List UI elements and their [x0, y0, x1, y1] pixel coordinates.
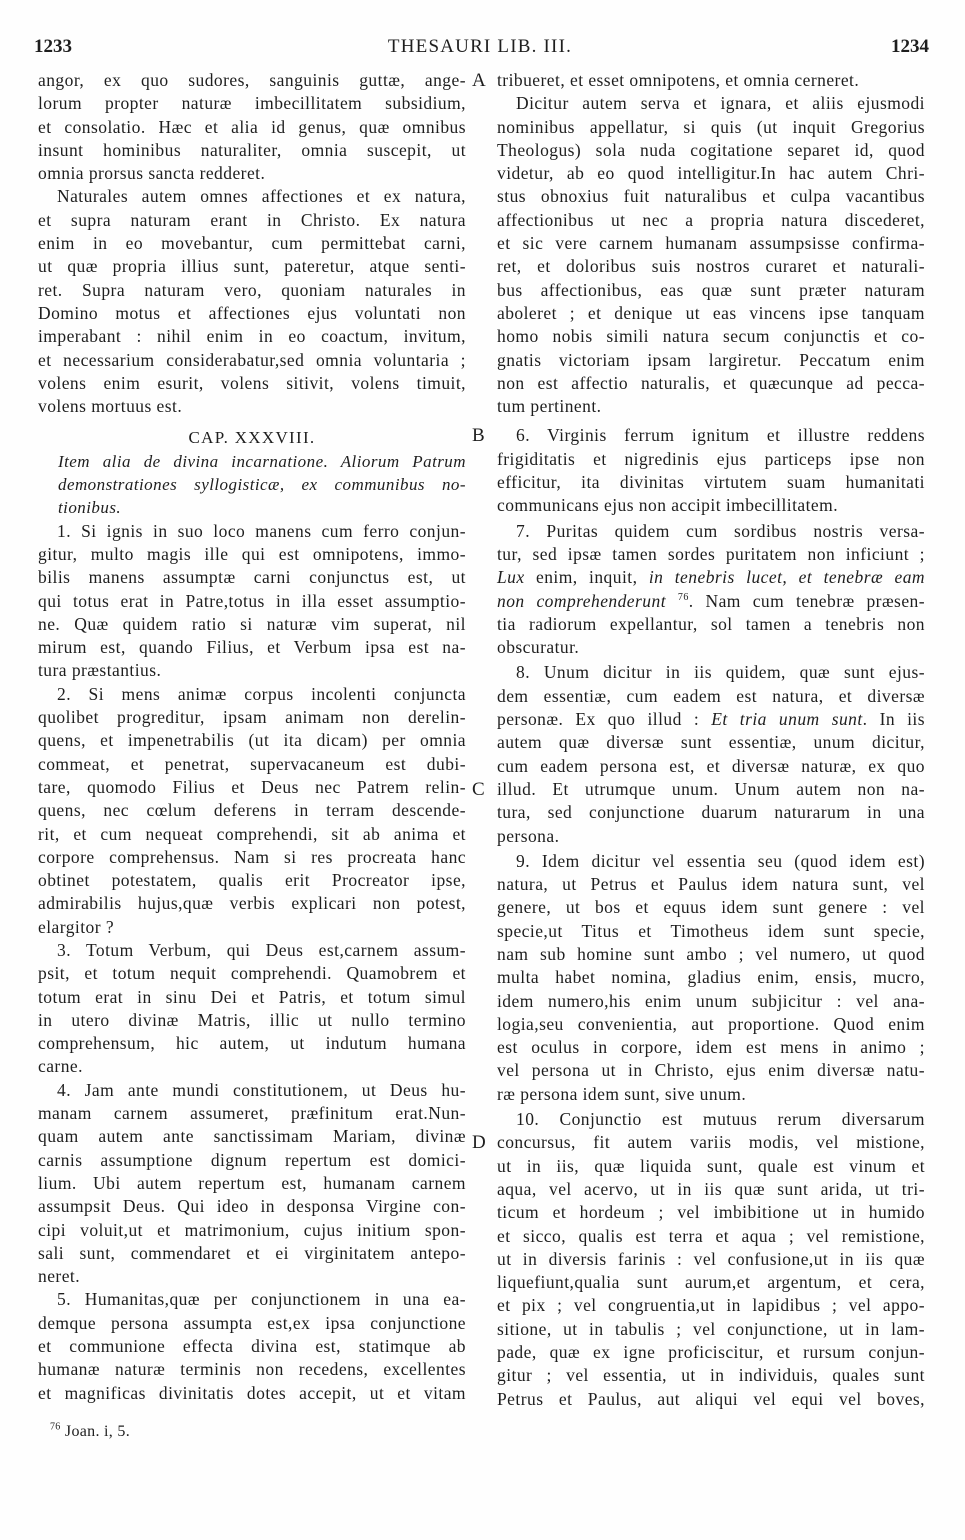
text-line: et consolatio. Hæc et alia id genus, quæ omnibus [38, 116, 466, 137]
text-line: idem numero,his enim unum subjicitur : vel ana- [497, 990, 925, 1011]
italic-text: in tenebris lucet, et tenebræ eam [648, 567, 926, 588]
line-text: 6. Virginis ferrum ignitum et illustre reddens [516, 425, 925, 446]
text-line: liquefiunt,qualia sunt aurum,et argentum, et cera, [497, 1272, 925, 1293]
footnote [50, 1421, 130, 1443]
text-line: tare, quomodo Filius et Deus nec Patrem relin- [38, 776, 466, 797]
text-line: obtinet potestatem, qualis erit Procreator ipse, [38, 870, 466, 891]
text-line: quens, et impenetrabilis (ut ita dicam) per omnia [38, 730, 466, 751]
text-line: 4. Jam ante mundi constitutionem, ut Deus hu- [57, 1079, 466, 1100]
text-line: bilis manens assumptæ carni conjunctus est, ut [38, 567, 466, 588]
text-line: cipi voluit,ut et matrimonium, cujus initium spon- [38, 1219, 466, 1240]
text-line: carnis assumptione dignum repertum est domici- [38, 1149, 466, 1170]
text-line: ut in diversis farinis : vel confusione,ut in iis quæ [497, 1248, 925, 1269]
paragraph [38, 520, 466, 683]
paragraph [38, 69, 466, 185]
text-line [497, 708, 925, 731]
text-line: mirum est, quando Filius, et Verbum ipsa est na- [38, 637, 466, 658]
text-line: et sicco, qualis est terra et aqua ; vel remistione, [497, 1225, 925, 1246]
text-line: 8. Unum dicitur in iis quidem, quæ sunt ejus- [516, 662, 925, 683]
margin-letter: D [472, 1132, 486, 1154]
text-line: et pix ; vel congruentia,ut in lapidibus ; vel appo- [497, 1295, 925, 1316]
paragraph [472, 69, 925, 92]
text-line: 1. Si ignis in suo loco manens cum ferro conjun- [57, 520, 466, 541]
line-text: concursus, fit autem variis modis, vel mistione, [497, 1132, 925, 1153]
text-line: ut in iis, quæ liquida sunt, quale est vinum et [497, 1155, 925, 1176]
margin-letter: C [472, 778, 485, 800]
text-line: lorum propter naturæ imbecillitatem subsidium, [38, 93, 466, 114]
text-line: nam sub homine sunt ambo ; vel numero, ut quod [497, 943, 925, 964]
text-column-right [472, 69, 926, 1411]
text-line: communicans ejus non accipit imbecillitatem. [497, 495, 839, 516]
chapter-summary [38, 450, 466, 520]
text-line: demonstrationes syllogisticæ, ex communibus no- [58, 475, 466, 495]
column-number-left: 1233 [34, 36, 72, 57]
text-line: gitur, multo magis ille qui est omnipotens, immo- [38, 543, 466, 564]
text-column-left [38, 69, 466, 1405]
italic-text: Et tria unum sunt [711, 709, 863, 730]
text-line: quolibet progreditur, ipsam animam non derelin- [38, 707, 466, 728]
text-line: tur, sed ipsæ tamen sordes puritatem non inficiunt ; [497, 543, 925, 564]
text-line: 2. Si mens animæ corpus incolenti conjuncta [57, 683, 466, 704]
line-text [666, 591, 678, 611]
text-line: elargitor ? [38, 916, 115, 937]
text-line: psit, et totum nequit comprehendi. Quamobrem et [38, 963, 466, 984]
text-line: tura, sed conjunctione duarum naturarum in una [497, 802, 925, 823]
text-line: demque persona assumpta est,ex ipsa conjunctione [38, 1312, 466, 1333]
paragraph [497, 850, 925, 1106]
paragraph [497, 92, 925, 418]
text-line: frigiditatis et nigredinis ejus particeps ipse non [497, 448, 925, 469]
text-line: affectionibus ut nec a propria natura discederet, [497, 209, 925, 230]
footnote-reference: 76 [677, 591, 689, 603]
paragraph [472, 424, 925, 517]
text-line: Domino motus et affectiones ejus voluntati non [38, 302, 466, 323]
text-line: et necessarium considerabatur,sed omnia voluntaria ; [38, 349, 466, 370]
text-line: Item alia de divina incarnatione. Aliorum Patrum [58, 451, 466, 471]
text-line: autem quæ diversæ sunt essentiæ, unum dicitur, [497, 732, 925, 753]
italic-text: non comprehenderunt [497, 590, 667, 611]
text-line: logia,seu convenientia, aut proportione. Quod enim [497, 1013, 925, 1034]
text-line: manam carnem assumeret, præfinitum erat.Nun- [38, 1103, 466, 1124]
text-line: volens mortuus est. [38, 396, 183, 417]
text-line: Dicitur autem serva et ignara, et aliis ejusmodi [516, 93, 925, 114]
paragraph [38, 683, 466, 939]
text-line [472, 69, 925, 92]
text-line: tum pertinent. [497, 396, 602, 417]
text-line: 10. Conjunctio est mutuus rerum diversarum [516, 1109, 925, 1130]
text-line: lium. Ubi autem repertum est, humanam carnem [38, 1172, 466, 1193]
paragraph [472, 1108, 925, 1411]
text-line: tionibus. [58, 498, 122, 518]
text-line: insunt hominibus naturaliter, omnia suscepit, ut [38, 139, 466, 160]
text-line [472, 424, 925, 447]
text-line: efficitur, ita divinitas virtutem suam humanitati [497, 472, 925, 493]
line-text: personæ. Ex quo illud : [497, 709, 712, 730]
text-line: natura, ut Petrus et Paulus idem natura sunt, vel [497, 874, 925, 895]
text-line: ticum et hordeum ; vel imbibitione ut in humido [497, 1202, 925, 1223]
text-line: ne. Quæ quidem ratio si naturæ vim superat, nil [38, 613, 466, 634]
text-line: comprehensum, hic autem, ut indutum humana [38, 1033, 466, 1054]
text-line: Petrus et Paulus, aut aliqui vel equi vel boves, [497, 1388, 925, 1409]
text-line: imperabant : nihil enim in eo coactum, invitum, [38, 326, 466, 347]
text-line: bus affectionibus, eas quæ sunt præter naturam [497, 279, 925, 300]
text-line: pade, quæ ex igne proficiscitur, et rursum conjun- [497, 1342, 925, 1363]
text-line [497, 566, 925, 589]
text-line: 7. Puritas quidem cum sordibus nostris versa- [516, 520, 925, 541]
line-text: . In iis [862, 709, 926, 730]
text-line: totum erat in sinu Dei et Patris, et totum simul [38, 986, 466, 1007]
text-line: 9. Idem dicitur vel essentia seu (quod idem est) [516, 850, 925, 871]
line-text: illud. Et utrumque unum. Unum autem non na- [497, 778, 925, 799]
text-line: homo nobis simili natura secum conjunctis et co- [497, 326, 925, 347]
text-line: carne. [38, 1056, 83, 1077]
text-line: sali sunt, commendaret et ei virginitatem antepo- [38, 1242, 466, 1263]
text-line: aboleret ; et denique ut eas vincens ipse tanquam [497, 302, 925, 323]
margin-letter: A [472, 70, 486, 91]
paragraph [472, 661, 926, 847]
text-line: et communione effecta divina est, statimque ab [38, 1336, 466, 1357]
text-line: enim in eo movebantur, cum permittebat carni, [38, 233, 466, 254]
text-line: assumpsit Deus. Qui ideo in desponsa Virgine con- [38, 1196, 466, 1217]
footnote-marker: 76 [50, 1421, 61, 1433]
italic-text: Lux [497, 567, 525, 588]
text-line: nominibus appellatur, si quis (ut inquit Gregorius [497, 116, 925, 137]
text-line: genere, ut bos et equus idem sunt genere : vel [497, 897, 925, 918]
margin-letter: B [472, 425, 485, 447]
text-line: et supra naturam erant in Christo. Ex natura [38, 209, 466, 230]
text-line: volens enim esurit, volens sitivit, volens timuit, [38, 372, 466, 393]
text-line: sitione, ut in tabulis ; vel conjunctione, ut in lam- [497, 1318, 925, 1339]
text-line: cum eadem persona est, et diversæ naturæ, ex quo [497, 755, 925, 776]
line-text: tribueret, et esset omnipotens, et omnia cerneret. [497, 70, 860, 90]
running-title: THESAURI LIB. III. [387, 36, 573, 57]
text-line: persona. [497, 825, 560, 846]
text-line [472, 1131, 925, 1154]
text-line: dem essentiæ, cum eadem est natura, et diversæ [497, 685, 925, 706]
text-line: quam autem ante sanctissimam Mariam, divinæ [38, 1126, 466, 1147]
text-line: et magnificas divinitatis dotes accepit, ut et vitam [38, 1382, 466, 1403]
text-line: ret, et doloribus suis nostros curaret et naturali- [497, 256, 925, 277]
text-line: commeat, et penetrat, supervacaneum est dubi- [38, 753, 466, 774]
text-line: rit, et cum nequeat comprehendi, sit ab anima et [38, 823, 466, 844]
paragraph [38, 1288, 466, 1404]
text-line: quens, nec cœlum deferens in terram descende- [38, 800, 466, 821]
text-line: neret. [38, 1266, 81, 1287]
paragraph [38, 939, 466, 1079]
paragraph [38, 1079, 466, 1289]
text-line: gnatis victoriam ipsam largiretur. Peccatum enim [497, 349, 925, 370]
text-line: specie,ut Titus et Timotheus idem sunt specie, [497, 920, 925, 941]
paragraph [497, 520, 925, 660]
text-line: in utero divinæ Matris, illic ut nullo termino [38, 1009, 466, 1030]
text-line: ret. Supra naturam vero, quoniam naturales in [38, 279, 466, 300]
text-line: Theologus) sola nuda cogitatione separet id, quod [497, 139, 925, 160]
text-line: gitur ; vel essentia, ut in individuis, quales sunt [497, 1365, 925, 1386]
text-line: 3. Totum Verbum, qui Deus est,carnem assum- [57, 939, 466, 960]
text-line: humanæ naturæ terminis non recedens, excellentes [38, 1359, 466, 1380]
text-line: omnia prorsus sancta redderet. [38, 163, 266, 184]
text-line: angor, ex quo sudores, sanguinis guttæ, ange- [38, 70, 466, 90]
column-number-right: 1234 [891, 36, 929, 57]
line-text: . Nam cum tenebræ præsen- [688, 590, 926, 611]
text-line: stus obnoxius fuit naturalibus et culpa vacantibus [497, 186, 925, 207]
paragraph [38, 185, 466, 418]
text-line: ut quæ propria illius sunt, pateretur, atque senti- [38, 256, 466, 277]
text-line: et sic vere carnem humanam assumpsisse confirma- [497, 233, 925, 254]
text-line: Naturales autem omnes affectiones et ex natura, [57, 186, 466, 207]
footnote-text: Joan. i, 5. [64, 1423, 130, 1440]
text-line: ræ persona idem sunt, sive unum. [497, 1083, 747, 1104]
line-text: enim, inquit, [524, 567, 649, 588]
text-line: tia radiorum expellantur, sol tamen a tenebris non [497, 613, 925, 634]
text-line: corpore comprehensus. Nam si res procreata hanc [38, 846, 466, 867]
text-line [497, 590, 925, 613]
text-line: admirabilis hujus,quæ verbis explicari non potest, [38, 893, 466, 914]
text-line: multa habet nomina, gladius enim, ensis, mucro, [497, 967, 925, 988]
text-line: qui totus erat in Patre,totus in illa esset assumptio- [38, 590, 466, 611]
text-line: vel persona ut in Christo, ejus enim diversæ natu- [497, 1060, 925, 1081]
text-line: aqua, vel acervo, ut in iis quæ sunt arida, ut tri- [497, 1178, 925, 1199]
text-line: non est affectio naturalis, et quæcunque ad pecca- [497, 372, 925, 393]
text-line: 5. Humanitas,quæ per conjunctionem in una ea- [57, 1289, 466, 1310]
text-line [472, 778, 925, 801]
text-line: tura præstantius. [38, 660, 162, 681]
chapter-heading: CAP. XXXVIII. [188, 428, 316, 448]
text-line: est oculus in corpore, idem est mens in animo ; [497, 1037, 925, 1058]
text-line: obscuratur. [497, 637, 580, 658]
text-line: videtur, ab eo quod intelligitur.In hac autem Chri- [497, 163, 925, 184]
